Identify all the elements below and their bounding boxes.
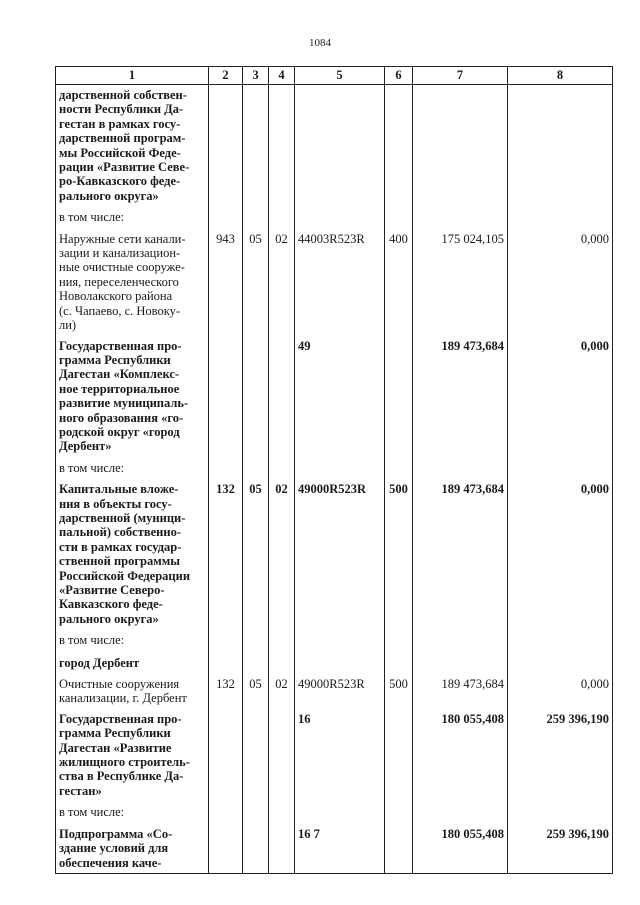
- amount-year-2: [508, 457, 613, 479]
- description-line: ственной программы: [59, 554, 181, 569]
- expense-type-code: 500: [385, 674, 413, 709]
- description-line: ли): [59, 318, 77, 333]
- amount-year-2: [508, 801, 613, 823]
- row-description: [56, 674, 209, 709]
- header-row: [56, 67, 613, 85]
- amount-year-2: [508, 652, 613, 674]
- subsection-code: [269, 801, 295, 823]
- description-line: развитие муниципаль-: [59, 396, 189, 411]
- description-line: ности Республики Да-: [59, 102, 184, 117]
- description-line: Дагестан «Комплекс-: [59, 367, 180, 382]
- col-header-4: 4: [269, 67, 295, 85]
- description-line: ства в Республике Да-: [59, 769, 184, 784]
- description-line: в том числе:: [59, 210, 125, 225]
- target-article-code: 16: [295, 709, 385, 801]
- subsection-code: [269, 85, 295, 207]
- subsection-code: [269, 629, 295, 651]
- description-line: Российской Федерации: [59, 568, 191, 583]
- expense-type-code: [385, 336, 413, 457]
- expense-type-code: [385, 206, 413, 228]
- ministry-code: [209, 824, 243, 874]
- row-description: [56, 336, 209, 457]
- expense-type-code: [385, 629, 413, 651]
- description-line: грамма Республики: [59, 352, 171, 367]
- amount-year-2: [508, 206, 613, 228]
- ministry-code: [209, 206, 243, 228]
- col-header-3: 3: [243, 67, 269, 85]
- amount-year-1: [413, 457, 508, 479]
- table-row: [56, 674, 613, 709]
- description-line: Кавказского феде-: [59, 597, 163, 612]
- amount-year-2: 0,000: [508, 336, 613, 457]
- section-code: [243, 85, 269, 207]
- target-article-code: 44003R523R: [295, 229, 385, 336]
- amount-year-1: 175 024,105: [413, 229, 508, 336]
- col-header-7: 7: [413, 67, 508, 85]
- target-article-code: 49000R523R: [295, 674, 385, 709]
- ministry-code: [209, 457, 243, 479]
- section-code: [243, 206, 269, 228]
- table-row: [56, 336, 613, 457]
- table-row: [56, 629, 613, 651]
- section-code: 05: [243, 479, 269, 629]
- ministry-code: 132: [209, 479, 243, 629]
- description-line: в том числе:: [59, 805, 125, 820]
- description-line: обеспечения каче-: [59, 855, 162, 870]
- amount-year-2: 0,000: [508, 229, 613, 336]
- table-row: [56, 824, 613, 874]
- description-line: жилищного строитель-: [59, 755, 190, 770]
- col-header-8: 8: [508, 67, 613, 85]
- description-line: ния, переселенческого: [59, 274, 179, 289]
- description-line: дарственной програм-: [59, 131, 186, 146]
- amount-year-2: [508, 85, 613, 207]
- description-line: Новолакского района: [59, 289, 173, 304]
- subsection-code: 02: [269, 674, 295, 709]
- description-line: в том числе:: [59, 460, 125, 475]
- table-row: [56, 652, 613, 674]
- target-article-code: [295, 801, 385, 823]
- section-code: [243, 652, 269, 674]
- target-article-code: [295, 629, 385, 651]
- description-line: ное территориальное: [59, 381, 180, 396]
- description-line: Государственная про-: [59, 338, 182, 353]
- description-line: рации «Развитие Севе-: [59, 160, 190, 175]
- table-row: [56, 479, 613, 629]
- target-article-code: 16 7: [295, 824, 385, 874]
- section-code: [243, 709, 269, 801]
- expense-type-code: [385, 801, 413, 823]
- description-line: ного образования «го-: [59, 410, 184, 425]
- target-article-code: [295, 85, 385, 207]
- target-article-code: [295, 652, 385, 674]
- description-line: Очистные сооружения: [59, 677, 180, 692]
- table-row: [56, 206, 613, 228]
- table-row: [56, 801, 613, 823]
- section-code: 05: [243, 674, 269, 709]
- row-description: [56, 229, 209, 336]
- amount-year-1: [413, 652, 508, 674]
- description-line: ные очистные сооруже-: [59, 260, 185, 275]
- ministry-code: [209, 652, 243, 674]
- expense-type-code: 500: [385, 479, 413, 629]
- section-code: [243, 336, 269, 457]
- expense-type-code: 400: [385, 229, 413, 336]
- col-header-1: 1: [56, 67, 209, 85]
- description-line: Дагестан «Развитие: [59, 740, 172, 755]
- row-description: [56, 457, 209, 479]
- description-line: дарственной (муници-: [59, 510, 186, 525]
- section-code: 05: [243, 229, 269, 336]
- ministry-code: [209, 336, 243, 457]
- col-header-2: 2: [209, 67, 243, 85]
- table-row: [56, 229, 613, 336]
- page-number: 1084: [309, 37, 331, 49]
- target-article-code: 49000R523R: [295, 479, 385, 629]
- expense-type-code: [385, 709, 413, 801]
- row-description: [56, 479, 209, 629]
- amount-year-1: 180 055,408: [413, 709, 508, 801]
- budget-table: [55, 66, 613, 874]
- amount-year-1: 189 473,684: [413, 674, 508, 709]
- description-line: зации и канализацион-: [59, 246, 181, 261]
- amount-year-1: 180 055,408: [413, 824, 508, 874]
- expense-type-code: [385, 457, 413, 479]
- subsection-code: 02: [269, 479, 295, 629]
- description-line: гестан в рамках госу-: [59, 116, 181, 131]
- amount-year-2: 259 396,190: [508, 824, 613, 874]
- amount-year-1: 189 473,684: [413, 336, 508, 457]
- description-line: Дербент»: [59, 439, 112, 454]
- description-line: город Дербент: [59, 655, 140, 670]
- section-code: [243, 629, 269, 651]
- description-line: Подпрограмма «Со-: [59, 826, 173, 841]
- row-description: [56, 85, 209, 207]
- row-description: [56, 629, 209, 651]
- description-line: Государственная про-: [59, 711, 182, 726]
- description-line: в том числе:: [59, 633, 125, 648]
- amount-year-1: 189 473,684: [413, 479, 508, 629]
- subsection-code: [269, 457, 295, 479]
- expense-type-code: [385, 652, 413, 674]
- description-line: ния в объекты госу-: [59, 496, 172, 511]
- description-line: пальной) собственно-: [59, 525, 181, 540]
- description-line: родской округ «город: [59, 424, 180, 439]
- description-line: дарственной собствен-: [59, 88, 187, 102]
- row-description: [56, 709, 209, 801]
- ministry-code: [209, 629, 243, 651]
- row-description: [56, 801, 209, 823]
- description-line: ро-Кавказского феде-: [59, 174, 181, 189]
- table-row: [56, 709, 613, 801]
- row-description: [56, 652, 209, 674]
- subsection-code: [269, 336, 295, 457]
- description-line: (с. Чапаево, с. Новоку-: [59, 303, 181, 318]
- amount-year-1: [413, 85, 508, 207]
- description-line: «Развитие Северо-: [59, 583, 165, 597]
- description-line: Капитальные вложе-: [59, 482, 179, 497]
- row-description: [56, 824, 209, 874]
- amount-year-2: [508, 629, 613, 651]
- row-description: [56, 206, 209, 228]
- ministry-code: [209, 85, 243, 207]
- description-line: гестан»: [59, 783, 102, 798]
- amount-year-2: 0,000: [508, 674, 613, 709]
- description-line: рального округа»: [59, 188, 159, 203]
- target-article-code: [295, 206, 385, 228]
- ministry-code: 943: [209, 229, 243, 336]
- table-row: [56, 457, 613, 479]
- description-line: здание условий для: [59, 841, 169, 856]
- description-line: сти в рамках государ-: [59, 539, 182, 554]
- description-line: мы Российской Феде-: [59, 145, 181, 160]
- section-code: [243, 801, 269, 823]
- subsection-code: 02: [269, 229, 295, 336]
- table-row: [56, 85, 613, 207]
- amount-year-2: 259 396,190: [508, 709, 613, 801]
- col-header-5: 5: [295, 67, 385, 85]
- subsection-code: [269, 652, 295, 674]
- subsection-code: [269, 824, 295, 874]
- description-line: рального округа»: [59, 611, 159, 626]
- target-article-code: [295, 457, 385, 479]
- section-code: [243, 457, 269, 479]
- subsection-code: [269, 709, 295, 801]
- ministry-code: [209, 801, 243, 823]
- description-line: грамма Республики: [59, 726, 171, 741]
- ministry-code: 132: [209, 674, 243, 709]
- amount-year-1: [413, 629, 508, 651]
- amount-year-1: [413, 206, 508, 228]
- section-code: [243, 824, 269, 874]
- description-line: канализации, г. Дербент: [59, 691, 187, 706]
- ministry-code: [209, 709, 243, 801]
- amount-year-2: 0,000: [508, 479, 613, 629]
- target-article-code: 49: [295, 336, 385, 457]
- expense-type-code: [385, 85, 413, 207]
- amount-year-1: [413, 801, 508, 823]
- description-line: Наружные сети канали-: [59, 231, 186, 246]
- subsection-code: [269, 206, 295, 228]
- expense-type-code: [385, 824, 413, 874]
- col-header-6: 6: [385, 67, 413, 85]
- table-body: [56, 85, 613, 874]
